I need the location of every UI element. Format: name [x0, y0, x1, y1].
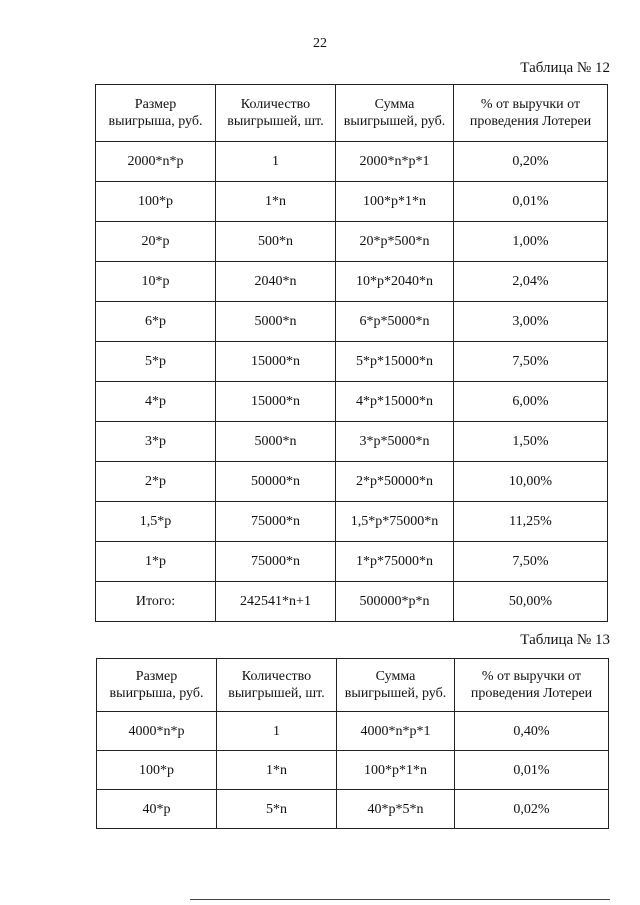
cell-revenue-percent: 6,00%: [454, 382, 608, 422]
table-row: [96, 462, 608, 502]
page-number: 22: [313, 36, 327, 51]
header-prize-sum: Сумма выигрышей, руб.: [337, 659, 455, 712]
cell-prize-count: 2040*n: [216, 262, 336, 302]
cell-revenue-percent: 0,02%: [455, 790, 609, 829]
cell-prize-sum: 2*p*50000*n: [336, 462, 454, 502]
cell-revenue-percent: 1,50%: [454, 422, 608, 462]
cell-prize-size: 2*p: [96, 462, 216, 502]
cell-prize-sum: 5*p*15000*n: [336, 342, 454, 382]
cell-prize-count: 5000*n: [216, 422, 336, 462]
cell-revenue-percent: 0,40%: [455, 712, 609, 751]
table-row: [96, 422, 608, 462]
cell-prize-count: 242541*n+1: [216, 582, 336, 622]
cell-revenue-percent: 10,00%: [454, 462, 608, 502]
cell-revenue-percent: 3,00%: [454, 302, 608, 342]
cell-prize-sum: 40*p*5*n: [337, 790, 455, 829]
header-prize-count: Количество выигрышей, шт.: [216, 85, 336, 142]
cell-prize-size: 40*p: [97, 790, 217, 829]
cell-prize-size: 1,5*p: [96, 502, 216, 542]
cell-prize-count: 500*n: [216, 222, 336, 262]
cell-prize-count: 1*n: [216, 182, 336, 222]
header-prize-count: Количество выигрышей, шт.: [217, 659, 337, 712]
cell-prize-count: 5000*n: [216, 302, 336, 342]
table-row: [96, 182, 608, 222]
cell-revenue-percent: 7,50%: [454, 342, 608, 382]
cell-prize-count: 1: [216, 142, 336, 182]
cell-prize-sum: 3*p*5000*n: [336, 422, 454, 462]
cell-prize-size: 100*p: [97, 751, 217, 790]
cell-prize-size: 10*p: [96, 262, 216, 302]
cell-prize-sum: 10*p*2040*n: [336, 262, 454, 302]
cell-prize-size: 20*p: [96, 222, 216, 262]
cell-revenue-percent: 7,50%: [454, 542, 608, 582]
table-row: [96, 502, 608, 542]
cell-prize-size: 4*p: [96, 382, 216, 422]
table-row: [96, 262, 608, 302]
table-row: [96, 342, 608, 382]
cell-prize-count: 75000*n: [216, 502, 336, 542]
cell-prize-count: 1: [217, 712, 337, 751]
table-row: [97, 712, 609, 751]
cell-prize-count: 50000*n: [216, 462, 336, 502]
cell-revenue-percent: 0,01%: [454, 182, 608, 222]
cell-prize-size: 3*p: [96, 422, 216, 462]
cell-prize-size: 6*p: [96, 302, 216, 342]
cell-revenue-percent: 50,00%: [454, 582, 608, 622]
cell-prize-sum: 20*p*500*n: [336, 222, 454, 262]
header-revenue-percent: % от выручки от проведения Лотереи: [454, 85, 608, 142]
header-prize-sum: Сумма выигрышей, руб.: [336, 85, 454, 142]
cell-prize-sum: 100*p*1*n: [337, 751, 455, 790]
cell-prize-size: 1*p: [96, 542, 216, 582]
table-row: [96, 302, 608, 342]
cell-prize-sum: 100*p*1*n: [336, 182, 454, 222]
cell-prize-count: 1*n: [217, 751, 337, 790]
cell-prize-sum: 6*p*5000*n: [336, 302, 454, 342]
table-row: [96, 222, 608, 262]
header-prize-size: Размер выигрыша, руб.: [97, 659, 217, 712]
table-12-caption: Таблица № 12: [520, 60, 610, 76]
cell-revenue-percent: 2,04%: [454, 262, 608, 302]
cell-revenue-percent: 0,01%: [455, 751, 609, 790]
table-header-row: [96, 85, 608, 142]
table-row: [97, 790, 609, 829]
cell-prize-count: 15000*n: [216, 382, 336, 422]
table-row: [96, 382, 608, 422]
table-row: [96, 542, 608, 582]
cell-revenue-percent: 1,00%: [454, 222, 608, 262]
prize-table-12: [95, 84, 608, 622]
cell-prize-sum: 4*p*15000*n: [336, 382, 454, 422]
header-prize-size: Размер выигрыша, руб.: [96, 85, 216, 142]
cell-prize-sum: 2000*n*p*1: [336, 142, 454, 182]
table-header-row: [97, 659, 609, 712]
table-13-caption: Таблица № 13: [520, 632, 610, 648]
cell-prize-size: Итого:: [96, 582, 216, 622]
table-row: [96, 582, 608, 622]
cell-prize-count: 75000*n: [216, 542, 336, 582]
cell-prize-size: 2000*n*p: [96, 142, 216, 182]
cell-revenue-percent: 0,20%: [454, 142, 608, 182]
cell-revenue-percent: 11,25%: [454, 502, 608, 542]
cell-prize-sum: 500000*p*n: [336, 582, 454, 622]
cell-prize-size: 5*p: [96, 342, 216, 382]
table-row: [97, 751, 609, 790]
header-revenue-percent: % от выручки от проведения Лотереи: [455, 659, 609, 712]
cell-prize-sum: 1*p*75000*n: [336, 542, 454, 582]
prize-table-13: [96, 658, 609, 829]
cell-prize-size: 100*p: [96, 182, 216, 222]
table-row: [96, 142, 608, 182]
cell-prize-sum: 1,5*p*75000*n: [336, 502, 454, 542]
bottom-divider: [190, 899, 610, 900]
cell-prize-sum: 4000*n*p*1: [337, 712, 455, 751]
cell-prize-count: 15000*n: [216, 342, 336, 382]
cell-prize-count: 5*n: [217, 790, 337, 829]
cell-prize-size: 4000*n*p: [97, 712, 217, 751]
